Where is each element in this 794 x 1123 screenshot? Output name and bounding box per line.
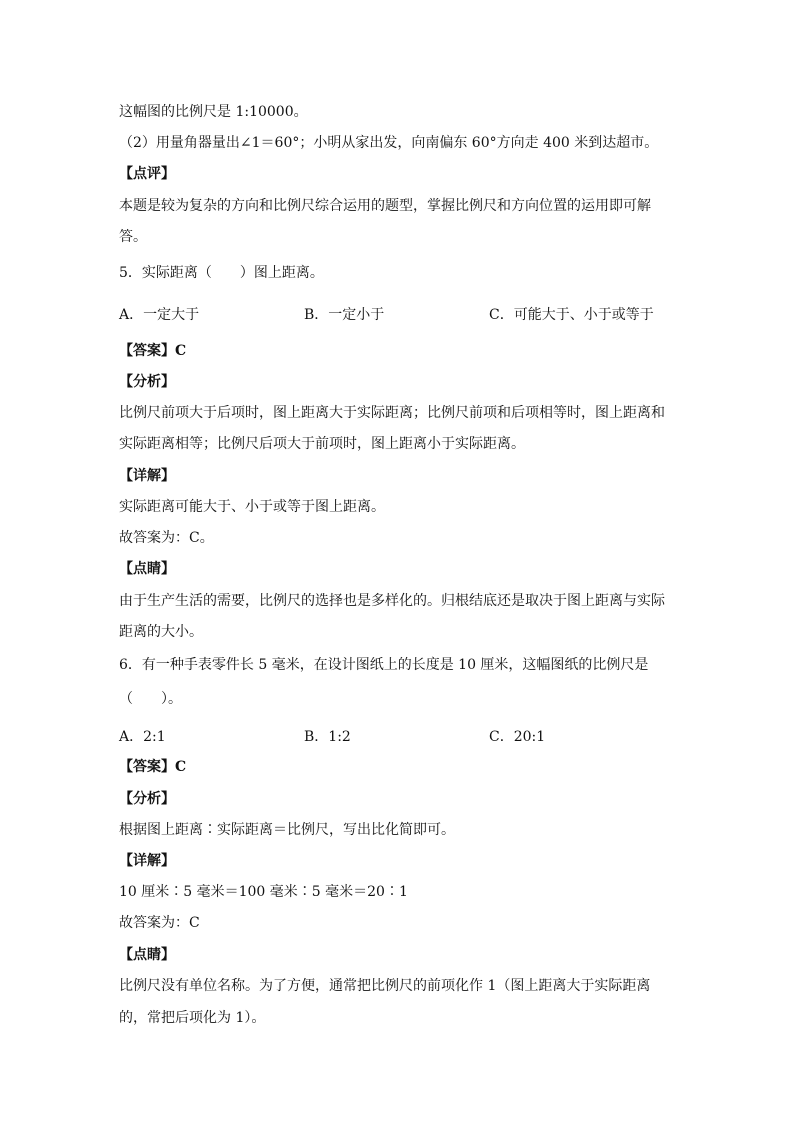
text-line-detail-5: 实际距离可能大于、小于或等于图上距离。 — [119, 499, 385, 515]
question-5-option-b: B．一定小于 — [304, 307, 385, 323]
text-line-analysis-6: 根据图上距离∶实际距离＝比例尺，写出比化简即可。 — [119, 822, 455, 838]
text-line-answer-5: 故答案为：C。 — [119, 530, 214, 546]
text-line-detail-6: 10 厘米∶5 毫米＝100 毫米∶5 毫米＝20∶1 — [119, 884, 408, 900]
question-5-option-c: C．可能大于、小于或等于 — [489, 307, 654, 323]
question-5-stem: 5．实际距离（ ）图上距离。 — [119, 265, 324, 281]
text-line-key-point-5-1: 由于生产生活的需要，比例尺的选择也是多样化的。归根结底还是取决于图上距离与实际 — [119, 593, 665, 609]
question-6-option-a: A．2:1 — [119, 729, 166, 745]
heading-detail-6: 【详解】 — [119, 853, 175, 869]
text-line-scale: 这幅图的比例尺是 1:10000。 — [119, 104, 308, 120]
question-5-option-a: A．一定大于 — [119, 307, 200, 323]
question-6-stem: 6．有一种手表零件长 5 毫米，在设计图纸上的长度是 10 厘米，这幅图纸的比例尺是 — [119, 657, 649, 673]
answer-label-6: 【答案】C — [119, 759, 187, 775]
answer-label-5: 【答案】C — [119, 343, 187, 359]
text-line-analysis-5-2: 实际距离相等；比例尺后项大于前项时，图上距离小于实际距离。 — [119, 436, 525, 452]
heading-analysis-5: 【分析】 — [119, 374, 175, 390]
question-6-stem-cont: （ ）。 — [119, 691, 182, 707]
heading-comment: 【点评】 — [119, 166, 175, 182]
heading-analysis-6: 【分析】 — [119, 791, 175, 807]
text-line-answer-6: 故答案为：C — [119, 915, 200, 931]
text-line-key-point-6-2: 的，常把后项化为 1）。 — [119, 1010, 266, 1026]
question-6-option-c: C．20:1 — [489, 729, 546, 745]
text-line-key-point-6-1: 比例尺没有单位名称。为了方便，通常把比例尺的前项化作 1（图上距离大于实际距离 — [119, 978, 651, 994]
question-6-option-b: B．1:2 — [304, 729, 351, 745]
text-line-key-point-5-2: 距离的大小。 — [119, 624, 203, 640]
text-line-angle: （2）用量角器量出∠1＝60°；小明从家出发，向南偏东 60°方向走 400 米到达超市。 — [119, 135, 659, 151]
heading-key-point-5: 【点睛】 — [119, 561, 175, 577]
text-line-comment-2: 答。 — [119, 229, 147, 245]
heading-detail-5: 【详解】 — [119, 468, 175, 484]
text-line-analysis-5-1: 比例尺前项大于后项时，图上距离大于实际距离；比例尺前项和后项相等时，图上距离和 — [119, 405, 665, 421]
heading-key-point-6: 【点睛】 — [119, 947, 175, 963]
text-line-comment-1: 本题是较为复杂的方向和比例尺综合运用的题型，掌握比例尺和方向位置的运用即可解 — [119, 198, 651, 214]
